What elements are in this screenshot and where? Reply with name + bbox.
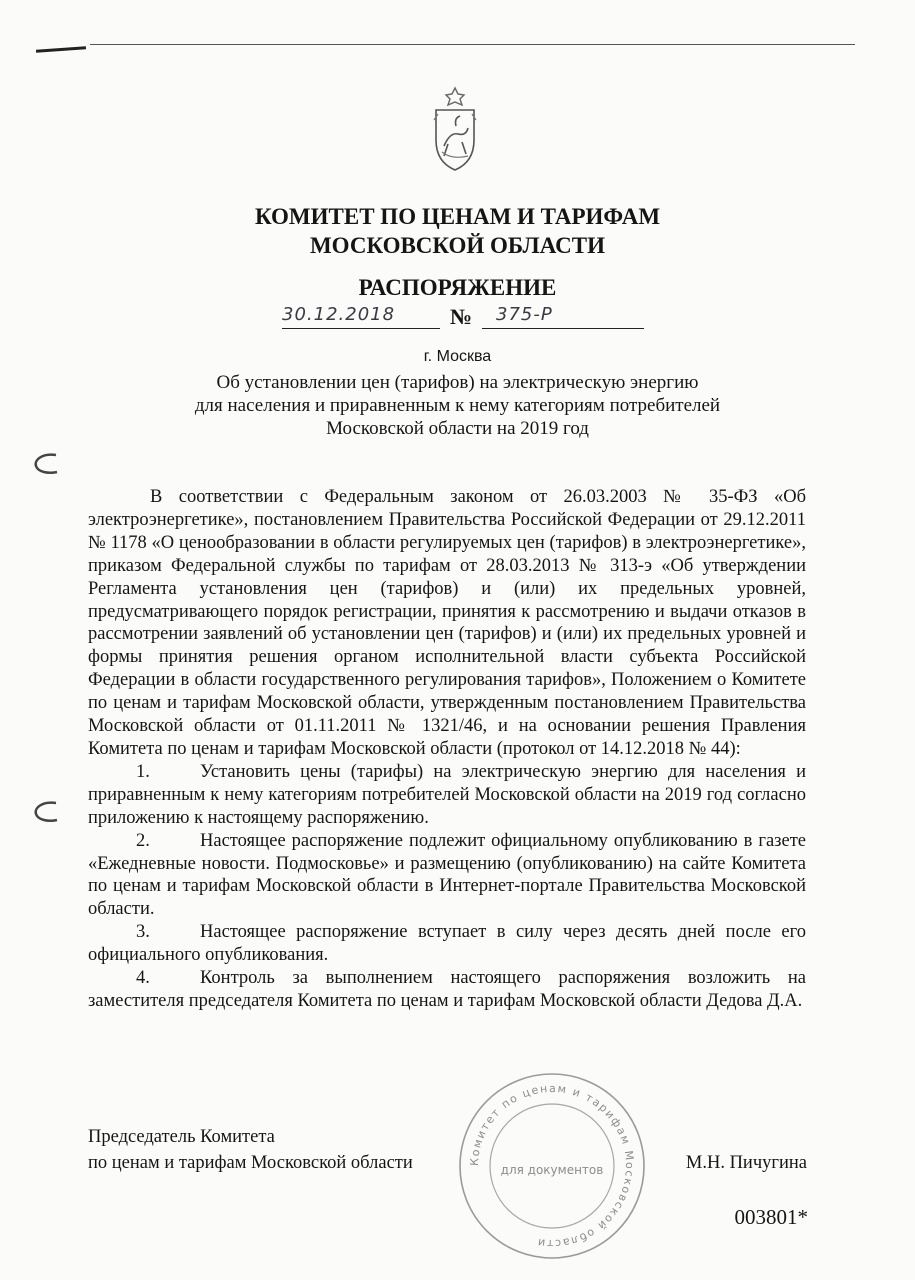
subject-line2: для населения и приравненным к нему категориям потребителей: [194, 395, 721, 416]
punch-hole-mark-lower: [30, 800, 60, 824]
list-item: [88, 830, 806, 922]
signer-title-line1: Председатель Комитета: [88, 1127, 275, 1147]
item-text: Настоящее распоряжение подлежит официальному опубликованию в газете «Ежедневные новости. Подмосковье» и размещению (опубликованию) на сайте Комитета по ценам и тарифам Московской области в Интернет-портале Правительства Московской области.: [88, 830, 806, 920]
seal-center-text: для документов: [500, 1163, 604, 1177]
document-subject: [0, 371, 915, 440]
document-body: [88, 486, 806, 1013]
top-edge-mark: [36, 46, 86, 52]
document-number-field: [482, 304, 644, 329]
top-edge-rule: [90, 44, 855, 45]
item-number: 1.: [136, 761, 150, 782]
item-number: 3.: [136, 922, 150, 943]
item-number: 4.: [136, 968, 150, 989]
item-text: Настоящее распоряжение вступает в силу через десять дней после его официального опубликования.: [88, 922, 806, 966]
item-number: 2.: [136, 830, 150, 851]
serial-number: 003801*: [734, 1205, 808, 1229]
seal-ring-text: Комитет по ценам и тарифам Московской области: [467, 1081, 637, 1251]
organization-name-line2: МОСКОВСКОЙ ОБЛАСТИ: [309, 233, 606, 258]
date-number-line: [282, 304, 644, 330]
item-text: Контроль за выполнением настоящего распоряжения возложить на заместителя председателя Комитета по ценам и тарифам Московской области Дедова Д.А.: [88, 968, 806, 1011]
list-item: [88, 967, 806, 1013]
signer-name: М.Н. Пичугина: [685, 1153, 807, 1173]
signature-block: [88, 1124, 413, 1176]
list-item: [88, 921, 806, 967]
organization-name-line1: КОМИТЕТ ПО ЦЕНАМ И ТАРИФАМ: [254, 204, 661, 229]
subject-line3: Московской области на 2019 год: [326, 418, 589, 439]
document-number-handwritten: 375-Р: [496, 304, 553, 325]
preamble-paragraph: В соответствии с Федеральным законом от 26.03.2003 № 35-ФЗ «Об электроэнергетике», постановлением Правительства Российской Федерации от 29.12.2011 № 1178 «О ценообразовании в области регулируемых цен (тарифов) в электроэнергетике», приказом Федеральной службы по тарифам от 28.03.2013 № 313-э «Об утверждении Регламента установления цен (тарифов) и (или) их предельных уровней, предусматривающего порядок регистрации, принятия к рассмотрению и выдачи отказов в рассмотрении заявлений об установлении цен (тарифов) и (или) их предельных уровней и формы принятия решения органом исполнительной власти субъекта Российской Федерации в области государственного регулирования тарифов», Положением о Комитете по ценам и тарифам Московской области, утвержденным постановлением Правительства Московской области от 01.11.2011 № 1321/46, и на основании решения Правления Комитета по ценам и тарифам Московской области (протокол от 14.12.2018 № 44):: [88, 487, 806, 759]
signer-title-line2: по ценам и тарифам Московской области: [88, 1153, 413, 1173]
official-seal-stamp: [456, 1070, 648, 1262]
document-date-handwritten: 30.12.2018: [282, 304, 396, 325]
document-date-field: [282, 304, 440, 329]
organization-name: [0, 202, 915, 260]
subject-line1: Об установлении цен (тарифов) на электрическую энергию: [216, 372, 699, 393]
city-line: г. Москва: [423, 348, 492, 365]
number-sign: №: [450, 304, 473, 329]
item-text: Установить цены (тарифы) на электрическую энергию для населения и приравненным к нему категориям потребителей Московской области на 2019 год согласно приложению к настоящему распоряжению.: [88, 761, 806, 828]
punch-hole-mark-upper: [30, 452, 60, 476]
coat-of-arms-emblem: [420, 82, 490, 174]
list-item: [88, 761, 806, 830]
document-type-heading: РАСПОРЯЖЕНИЕ: [358, 275, 557, 300]
